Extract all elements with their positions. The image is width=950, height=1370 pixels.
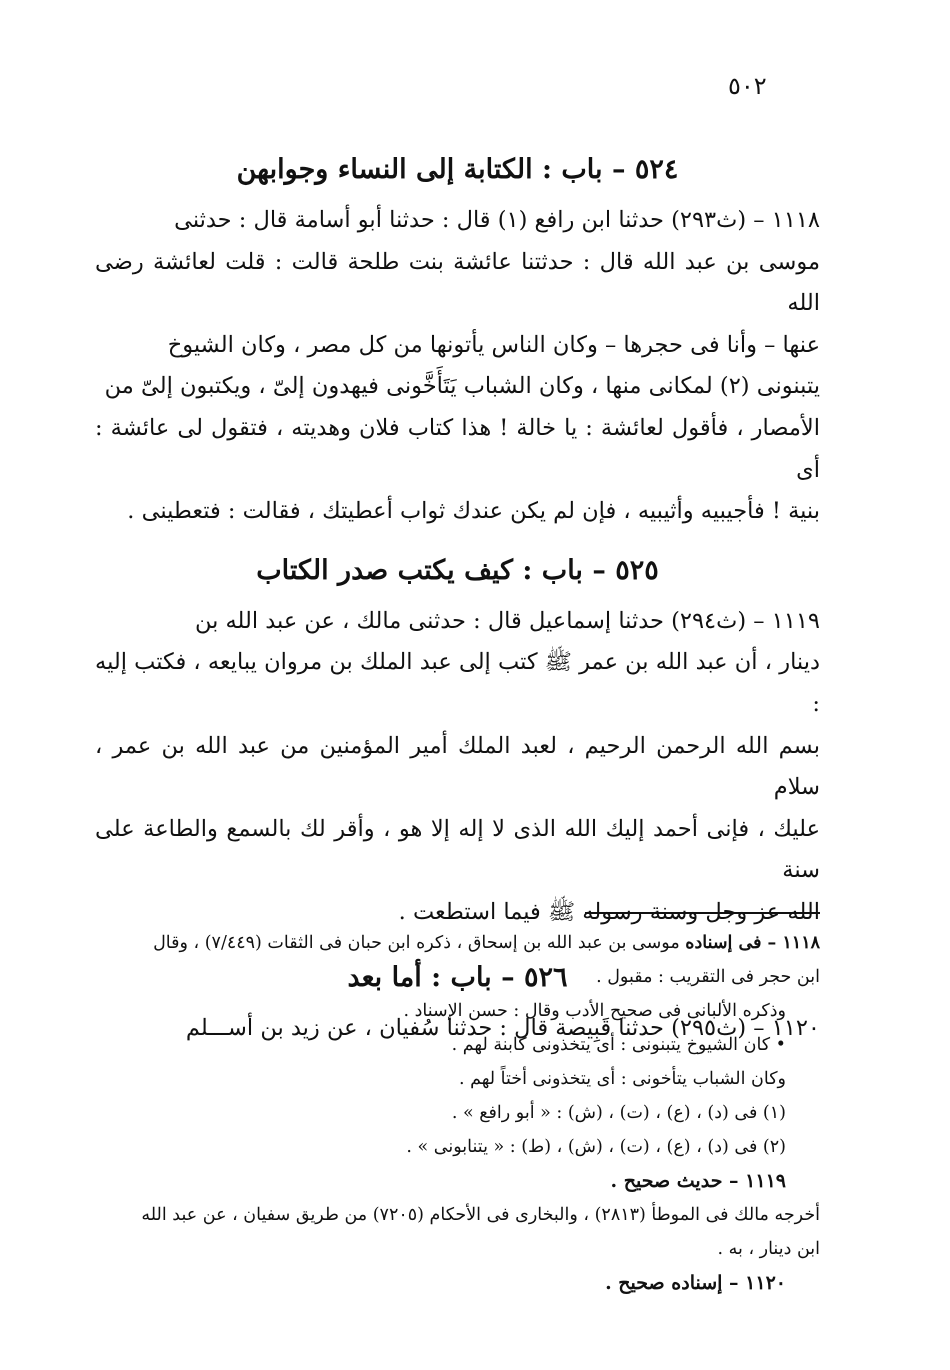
text-line: بنية ! فأجيبيه وأثيبيه ، فإن لم يكن عندك ثواب أعطيتك ، فقالت : فتعطينى .: [127, 498, 820, 525]
hadith-1119: [95, 601, 820, 934]
text-line: بسم الله الرحمن الرحيم ، لعبد الملك أمير المؤمنين من عبد الله بن عمر ، سلام: [95, 732, 820, 801]
chapter-heading-524: ٥٢٤ – باب : الكتابة إلى النساء وجوابهن: [236, 154, 679, 185]
text-line: موسى بن عبد الله قال : حدثتنا عائشة بنت طلحة قالت : قلت لعائشة رضى الله: [95, 248, 820, 317]
takhrij-1119-cont: ابن دينار ، به .: [717, 1239, 820, 1259]
footnote-1119: ١١١٩ – حديث صحيح .: [610, 1170, 786, 1192]
variant-note-2: (٢) فى (د) ، (ع) ، (ت) ، (ش) ، (ط) : « يتنابونى » .: [406, 1137, 786, 1157]
footnote-1118: [95, 926, 820, 960]
footnote-text: موسى بن عبد الله بن إسحاق ، ذكره ابن حبان فى الثقات (٧/٤٤٩) ، وقال: [153, 933, 680, 953]
text-line: ١١١٨ – (ث٢٩٣) حدثنا ابن رافع (١) قال : حدثنا أبو أسامة قال : حدثنى: [174, 207, 820, 233]
text-line: الأمصار ، فأقول لعائشة : يا خالة ! هذا كتاب فلان وهديته ، فتقول لى عائشة : أى: [95, 414, 820, 483]
text-line: يتبنونى (٢) لمكانى منها ، وكان الشباب يَتَأَخَّونى فيهدون إلىّ ، ويكتبون إلىّ من: [104, 373, 820, 400]
text-line: ١١٢٠ – (ث٢٩٥) حدثنا قَبِيصة قال : حدثنا سُفيان ، عن زيد بن أســـلم: [185, 1014, 820, 1041]
text-line: عنها – وأنا فى حجرها – وكان الناس يأتونها من كل مصر ، وكان الشيوخ: [167, 331, 820, 358]
footnote-1118-cont: ابن حجر فى التقريب : مقبول .: [596, 967, 820, 987]
text-line: الله عز وجل وسنة رسوله ﷺ فيما استطعت .: [398, 898, 820, 925]
footnote-shuyukh: • كان الشيوخ يتبنونى : أى يتخذونى كابنة لهم .: [451, 1035, 786, 1055]
text-line: ١١١٩ – (ث٢٩٤) حدثنا إسماعيل قال : حدثنى مالك ، عن عبد الله بن: [194, 607, 820, 634]
footnote-1120: ١١٢٠ – إسناده صحيح .: [605, 1272, 786, 1294]
chapter-heading-525: ٥٢٥ – باب : كيف يكتب صدر الكتاب: [256, 554, 659, 586]
footnote-divider: [585, 912, 820, 914]
text-line: دينار ، أن عبد الله بن عمر ﷺ كتب إلى عبد الملك بن مروان يبايعه ، فكتب إليه :: [95, 649, 820, 717]
page-number: ٥٠٢: [728, 72, 767, 100]
chapter-heading-526: ٥٢٦ – باب : أما بعد: [347, 961, 568, 993]
footnote-label: ١١١٨ – فى إسناده: [685, 933, 820, 953]
takhrij-1119: أخرجه مالك فى الموطأ (٢٨١٣) ، والبخارى فى الأحكام (٧٢٠٥) من طريق سفيان ، عن عبد الله: [141, 1205, 820, 1225]
variant-note-1: (١) فى (د) ، (ع) ، (ت) ، (ش) : « أبو رافع » .: [451, 1103, 786, 1123]
hadith-1118: [95, 200, 820, 533]
footnote-albani: وذكره الألبانى فى صحيح الأدب وقال : حسن الإسناد .: [403, 1001, 786, 1021]
footnote-shabab: وكان الشباب يتأخونى : أى يتخذونى أختاً لهم .: [458, 1069, 786, 1089]
footnotes: [95, 926, 820, 1300]
text-line: عليك ، فإنى أحمد إليك الله الذى لا إله إلا هو ، وأقر لك بالسمع والطاعة على سنة: [95, 815, 820, 884]
